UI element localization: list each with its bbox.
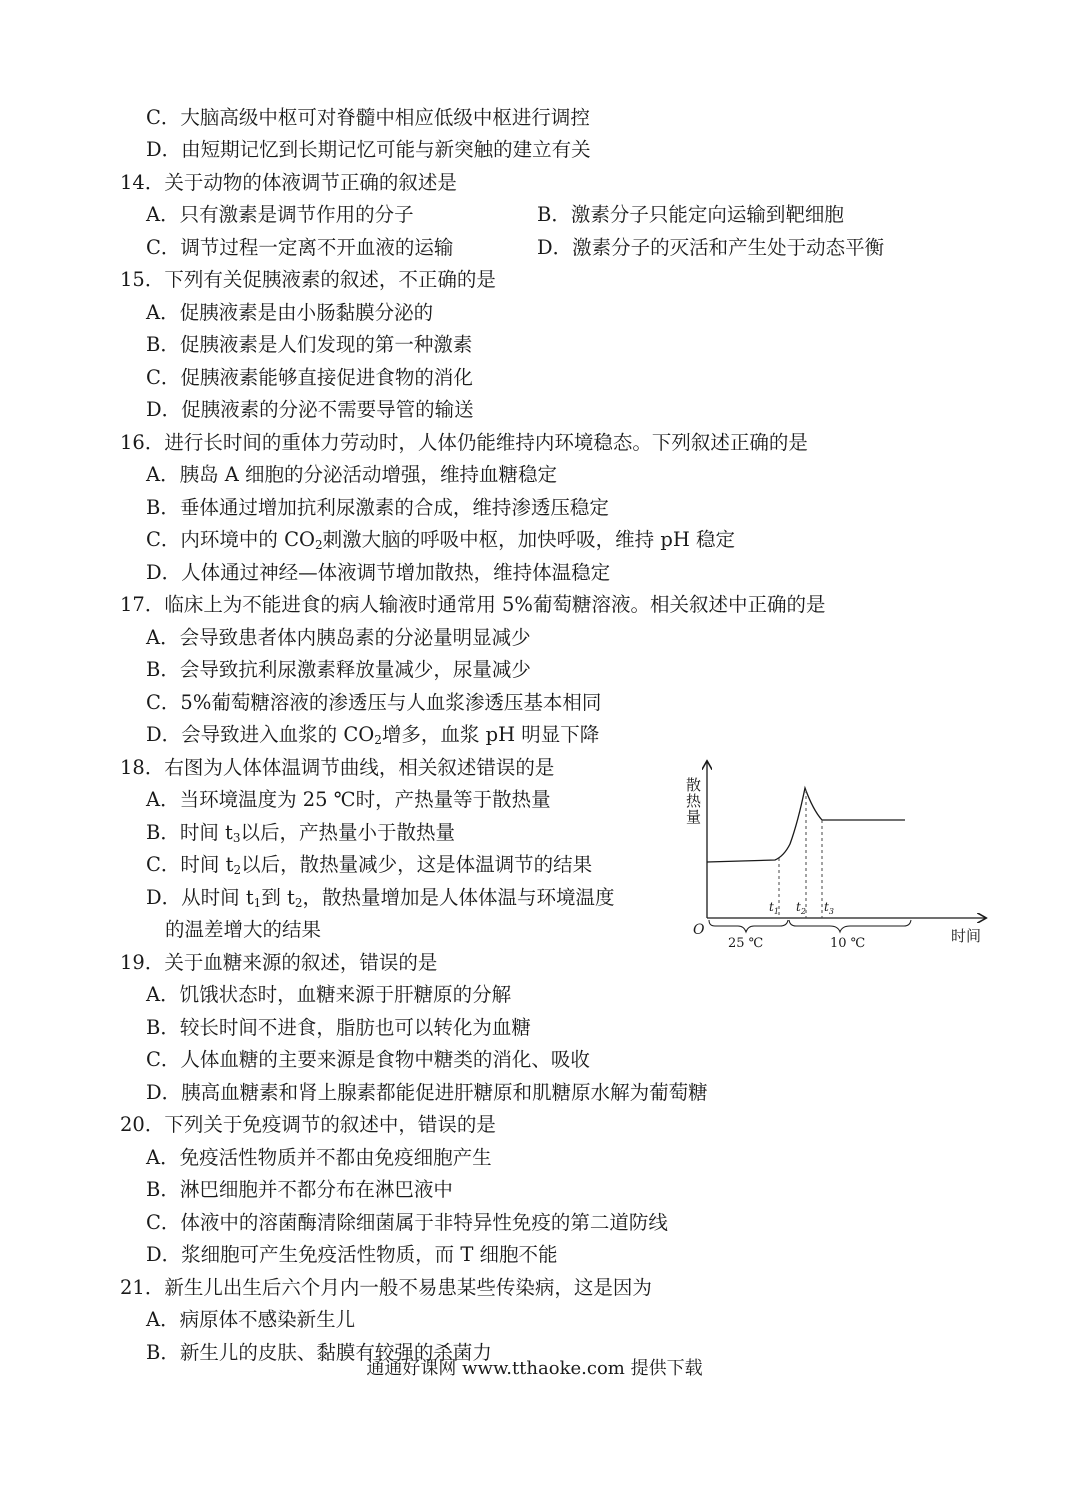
option-line: B．会导致抗利尿激素释放量减少，尿量减少 [146,658,531,681]
option-line: D．由短期记忆到长期记忆可能与新突触的建立有关 [146,138,591,161]
body-temperature-regulation-graph [680,758,990,958]
y-axis-label-1: 散 [686,776,702,794]
option-line: D．胰高血糖素和肾上腺素都能促进肝糖原和肌糖原水解为葡萄糖 [146,1081,708,1104]
period-brace-25 [709,920,788,932]
option-line: A．胰岛 A 细胞的分泌活动增强，维持血糖稳定 [146,463,558,486]
option-line: A．只有激素是调节作用的分子 [146,203,414,226]
option-line: D．激素分子的灭活和产生处于动态平衡 [537,236,885,259]
option-line: D．促胰液素的分泌不需要导管的输送 [146,398,474,421]
option-line: C．大脑高级中枢可对脊髓中相应低级中枢进行调控 [146,106,590,129]
question-stem: 14．关于动物的体液调节正确的叙述是 [120,171,457,194]
question-stem: 21．新生儿出生后六个月内一般不易患某些传染病，这是因为 [120,1276,652,1299]
option-line: B．新生儿的皮肤、黏膜有较强的杀菌力 [146,1341,492,1364]
origin-label: O [693,922,705,938]
option-line: B．促胰液素是人们发现的第一种激素 [146,333,473,356]
question-stem: 18．右图为人体体温调节曲线，相关叙述错误的是 [120,756,555,779]
question-stem: 20．下列关于免疫调节的叙述中，错误的是 [120,1113,496,1136]
option-line: B．激素分子只能定向运输到靶细胞 [537,203,844,226]
question-stem: 19．关于血糖来源的叙述，错误的是 [120,951,438,974]
option-line: A．饥饿状态时，血糖来源于肝糖原的分解 [146,983,512,1006]
option-line: C．调节过程一定离不开血液的运输 [146,236,454,259]
period-label-10: 10 ℃ [830,936,866,951]
t3-label: $t_3$ [824,900,834,916]
option-line: A．免疫活性物质并不都由免疫细胞产生 [146,1146,492,1169]
option-line: C．时间 $t_2$以后，散热量减少，这是体温调节的结果 [146,853,593,877]
option-line: B．垂体通过增加抗利尿激素的合成，维持渗透压稳定 [146,496,609,519]
option-line: A．会导致患者体内胰岛素的分泌量明显减少 [146,626,531,649]
question-stem: 15．下列有关促胰液素的叙述，不正确的是 [120,268,496,291]
question-stem: 17．临床上为不能进食的病人输液时通常用 5%葡萄糖溶液。相关叙述中正确的是 [120,593,826,616]
option-line: A．病原体不感染新生儿 [146,1308,356,1331]
option-line: B．淋巴细胞并不都分布在淋巴液中 [146,1178,453,1201]
option-line: D．会导致进入血浆的 $CO_2$增多，血浆 pH 明显下降 [146,723,600,747]
option-line: C．5%葡萄糖溶液的渗透压与人血浆渗透压基本相同 [146,691,602,714]
y-axis-label-3: 量 [686,808,702,826]
option-line: C．促胰液素能够直接促进食物的消化 [146,366,473,389]
y-axis-label-2: 热 [686,792,702,810]
option-line: C．人体血糖的主要来源是食物中糖类的消化、吸收 [146,1048,590,1071]
question-stem: 16．进行长时间的重体力劳动时，人体仍能维持内环境稳态。下列叙述正确的是 [120,431,808,454]
t2-label: $t_2$ [796,900,806,916]
x-axis-label: 时间 [951,927,982,945]
option-line: B．时间 $t_3$以后，产热量小于散热量 [146,821,456,845]
option-line: A．促胰液素是由小肠黏膜分泌的 [146,301,434,324]
option-line: D．浆细胞可产生免疫活性物质，而 T 细胞不能 [146,1243,558,1266]
period-brace-10 [789,920,911,932]
option-line: C．体液中的溶菌酶清除细菌属于非特异性免疫的第二道防线 [146,1211,668,1234]
option-line: C．内环境中的 $CO_2$刺激大脑的呼吸中枢，加快呼吸，维持 pH 稳定 [146,528,736,552]
option-line: D．从时间 $t_1$到 $t_2$，散热量增加是人体体温与环境温度 [146,886,615,910]
option-line: D．人体通过神经—体液调节增加散热，维持体温稳定 [146,561,611,584]
option-line: 的温差增大的结果 [165,918,322,941]
option-line: B．较长时间不进食，脂肪也可以转化为血糖 [146,1016,531,1039]
t1-label: $t_1$ [769,900,779,916]
option-line: A．当环境温度为 25 ℃时，产热量等于散热量 [146,788,551,811]
period-label-25: 25 ℃ [728,936,764,951]
footer: 通通好课网 www.tthaoke.com 提供下载 [366,1358,703,1379]
